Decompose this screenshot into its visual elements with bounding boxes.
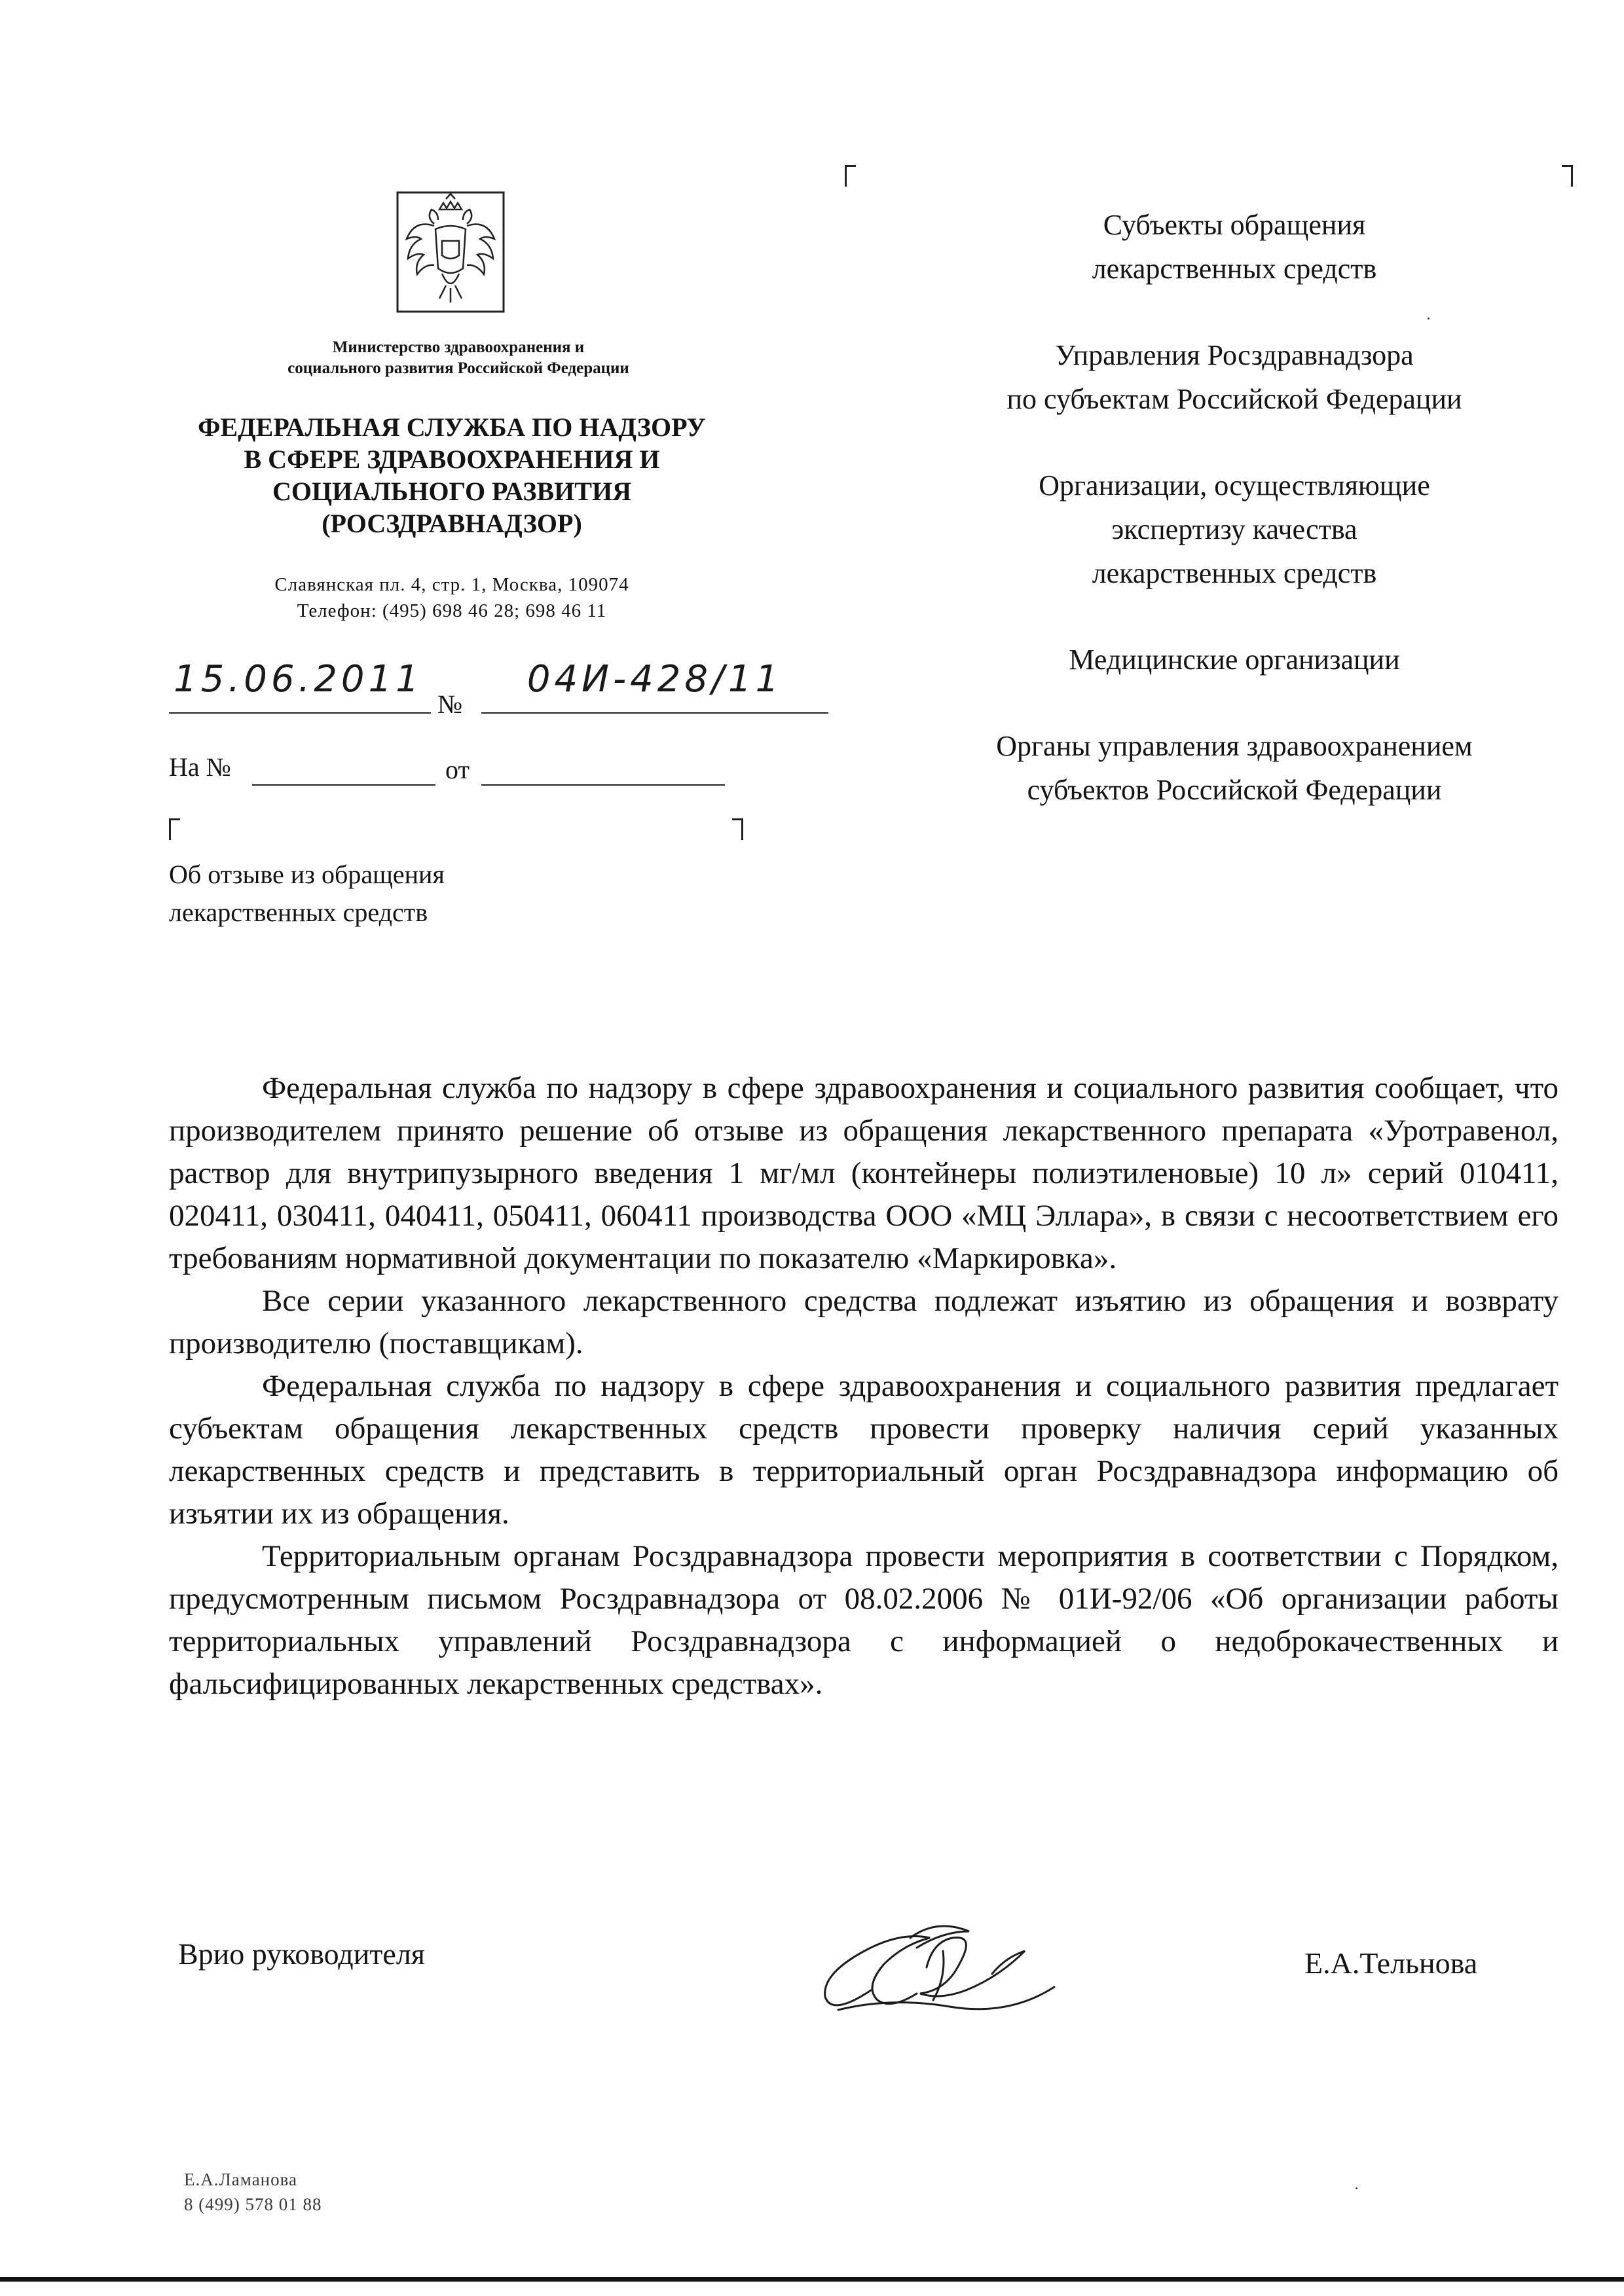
registration-date: 15.06.2011: [174, 658, 423, 701]
body-paragraph: Федеральная служба по надзору в сфере здравоохранения и социального развития сообщает, что производителем принято решение об отзыве из обращения лекарственного препарата «Уротравенол, раствор для внутрипузырного введения 1 мг/мл (контейнеры полиэтиленовые) 10 л» серий 010411, 020411, 030411, 040411, 050411, 060411 производства ООО «МЦ Эллара», в связи с несоответствием его требованиям нормативной документации по показателю «Маркировка».: [169, 1071, 1559, 1275]
addressee-group: [904, 724, 1565, 812]
addressee-line: Медицинские организации: [1069, 644, 1400, 676]
addressee-block: [904, 203, 1565, 854]
addressee-line: субъектов Российской Федерации: [1027, 774, 1442, 806]
body-paragraph: Территориальным органам Росздравнадзора провести мероприятия в соответствии с Порядком, предусмотренным письмом Росздравнадзора от 08.02.2006 № 01И-92/06 «Об организации работы территориальных управлений Росздравнадзора с информацией о недоброкачественных и фальсифицированных лекарственных средствах».: [169, 1539, 1559, 1701]
agency-line: (РОСЗДРАВНАДЗОР): [322, 509, 582, 538]
agency-address: Славянская пл. 4, стр. 1, Москва, 109074: [274, 574, 629, 595]
addressee-group: [904, 638, 1565, 682]
addressee-line: Субъекты обращения: [1103, 209, 1366, 241]
executor-name: Е.А.Ламанова: [184, 2170, 297, 2189]
agency-line: ФЕДЕРАЛЬНАЯ СЛУЖБА ПО НАДЗОРУ: [198, 412, 706, 442]
addressee-line: Управления Росздравнадзора: [1055, 339, 1414, 371]
ministry-line: Министерство здравоохранения и: [332, 338, 585, 356]
addressee-group: [904, 203, 1565, 291]
letter-body: [169, 1067, 1559, 1705]
from-date-line: [481, 784, 725, 786]
subject-corner-mark: [169, 818, 180, 840]
from-label: от: [445, 755, 470, 784]
addressee-line: по субъектам Российской Федерации: [1006, 383, 1462, 415]
reply-label: На №: [169, 752, 231, 782]
addressee-group: [904, 464, 1565, 595]
bottom-border: [0, 2277, 1624, 2282]
addressee-line: экспертизу качества: [1111, 513, 1357, 545]
subject-line: лекарственных средств: [169, 898, 428, 927]
agency-line: СОЦИАЛЬНОГО РАЗВИТИЯ: [272, 477, 631, 506]
date-underline: [169, 712, 431, 714]
agency-name: [124, 411, 779, 539]
agency-line: В СФЕРЕ ЗДРАВООХРАНЕНИЯ И: [244, 445, 660, 474]
addressee-line: Органы управления здравоохранением: [996, 730, 1473, 762]
agency-contacts: [144, 572, 760, 624]
registration-number: 04И-428/11: [526, 658, 783, 701]
signatory-title: Врио руководителя: [178, 1937, 425, 1971]
reply-number-line: [252, 784, 435, 786]
addressee-line: лекарственных средств: [1092, 557, 1377, 589]
ministry-name: [196, 337, 720, 379]
executor-phone: 8 (499) 578 01 88: [184, 2195, 322, 2214]
handwritten-signature: [812, 1912, 1061, 2036]
executor-info: [184, 2167, 322, 2217]
addressee-group: [904, 333, 1565, 421]
addressee-corner-mark: [845, 165, 856, 187]
russian-coat-of-arms-icon: [395, 190, 506, 314]
addressee-line: лекарственных средств: [1092, 253, 1377, 285]
addressee-line: Организации, осуществляющие: [1039, 469, 1430, 501]
body-paragraph: Федеральная служба по надзору в сфере здравоохранения и социального развития предлагает субъектам обращения лекарственных средств провести проверку наличия серий указанных лекарственных средств и представить в территориальный орган Росздравнадзора информацию об изъятии их из обращения.: [169, 1369, 1559, 1531]
letter-subject: [169, 856, 627, 932]
addressee-corner-mark: [1562, 165, 1573, 187]
number-sign: №: [437, 689, 463, 719]
agency-phone: Телефон: (495) 698 46 28; 698 46 11: [297, 600, 607, 621]
scan-speck: [1428, 318, 1430, 319]
body-paragraph: Все серии указанного лекарственного средства подлежат изъятию из обращения и возврату производителю (поставщикам).: [169, 1284, 1559, 1360]
subject-line: Об отзыве из обращения: [169, 860, 445, 889]
scan-speck: [1356, 2187, 1357, 2189]
number-underline: [481, 712, 828, 714]
signatory-name: Е.А.Тельнова: [1304, 1946, 1478, 1980]
ministry-line: социального развития Российской Федерации: [287, 359, 629, 377]
subject-corner-mark: [732, 818, 743, 840]
